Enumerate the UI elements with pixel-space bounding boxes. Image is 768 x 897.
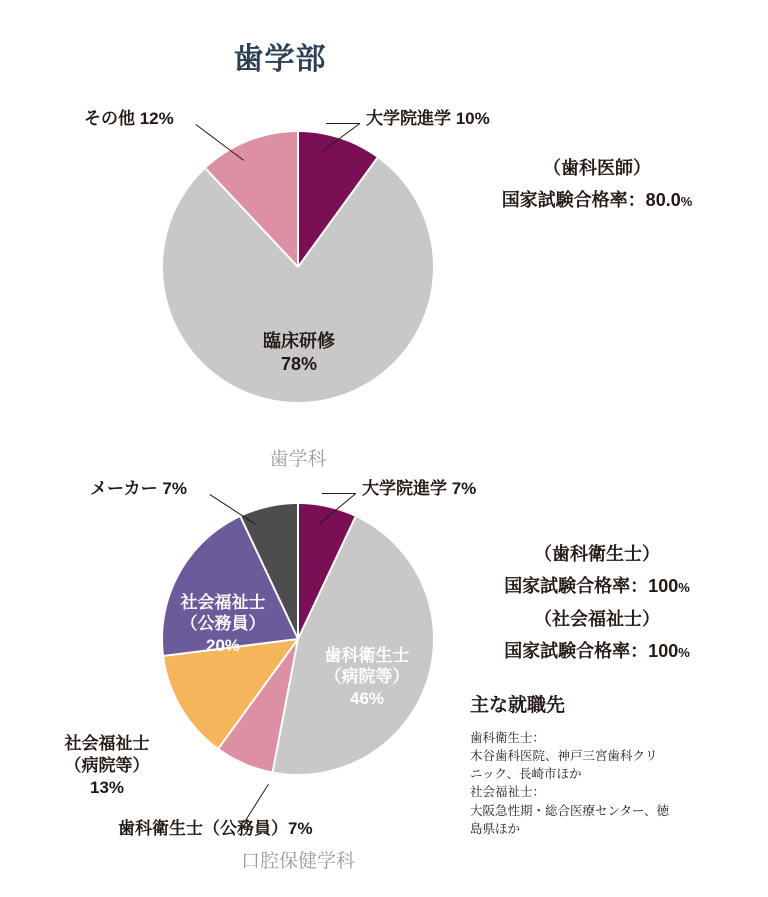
slice-label-other: その他 12% xyxy=(84,109,174,128)
pie-slice-divider xyxy=(297,132,299,267)
slice-label-maker: メーカー 7% xyxy=(90,479,187,498)
exam-dh-rate-text: 国家試験合格率：100 xyxy=(504,576,679,596)
exam-dentist-title: （歯科医師） xyxy=(543,158,651,178)
employers-line-1: 歯科衛生士： xyxy=(470,731,546,745)
exam-pass-rate-social-worker xyxy=(447,605,747,663)
slice-label-dental-hygienist-hospital xyxy=(302,645,432,709)
employers-line-2: 木谷歯科医院、神戸三宮歯科クリ xyxy=(470,749,658,764)
main-employers-title: 主な就職先 xyxy=(470,695,566,716)
pie-slice-divider xyxy=(297,157,378,267)
slice-label-dh-hospital-l1: 歯科衛生士 xyxy=(324,646,410,665)
employers-line-3: ニック、長崎市ほか xyxy=(470,767,582,782)
slice-label-grad-school-oral: 大学院進学 7% xyxy=(362,479,477,498)
exam-dentist-rate xyxy=(447,186,747,212)
exam-dh-rate-unit: % xyxy=(678,580,690,595)
slice-label-sw-hospital-l1: 社会福祉士 xyxy=(64,734,150,753)
exam-sw-rate-unit: % xyxy=(678,645,690,660)
slice-label-sw-public-value: 20% xyxy=(205,635,241,655)
main-employers-block xyxy=(470,690,730,838)
slice-label-dh-hospital-value: 46% xyxy=(349,688,385,708)
exam-pass-rate-dental-hygienist xyxy=(447,540,747,598)
exam-pass-rate-dentist xyxy=(447,154,747,212)
chart-caption-dentistry: 歯学科 xyxy=(269,449,327,470)
slice-label-dental-hygienist-public: 歯科衛生士（公務員）7% xyxy=(118,819,313,838)
employers-line-4: 社会福祉士： xyxy=(470,785,546,800)
slice-label-social-worker-public xyxy=(148,592,298,656)
slice-label-social-worker-hospital xyxy=(42,733,172,799)
slice-label-sw-public-l2: （公務員） xyxy=(180,614,266,634)
slice-label-sw-hospital-value: 13% xyxy=(89,778,125,798)
employers-line-6: 島県ほか xyxy=(470,821,521,836)
pie-slice-divider xyxy=(297,516,356,639)
exam-sw-rate xyxy=(447,637,747,663)
leader-line-other xyxy=(195,124,244,161)
main-employers-body xyxy=(470,729,730,838)
exam-sw-rate-text: 国家試験合格率：100 xyxy=(504,641,679,661)
exam-dh-title: （歯科衛生士） xyxy=(534,544,660,564)
pie-slice-divider xyxy=(272,639,299,772)
slice-label-clinical-training-value: 78% xyxy=(280,353,318,374)
chart-caption-oral-health: 口腔保健学科 xyxy=(240,851,355,872)
pie-slice-divider xyxy=(205,168,299,268)
exam-dh-rate xyxy=(447,572,747,598)
slice-label-sw-public-l1: 社会福祉士 xyxy=(180,593,266,612)
employers-line-5: 大阪急性期・総合医療センター、徳 xyxy=(470,803,670,818)
slice-label-clinical-training-text: 臨床研修 xyxy=(263,331,335,351)
exam-dentist-rate-unit: % xyxy=(680,194,693,209)
leader-line-dh-public xyxy=(244,784,269,823)
slice-label-grad-school: 大学院進学 10% xyxy=(366,109,490,128)
leader-line-grad-top-h xyxy=(326,123,360,124)
slice-label-clinical-training xyxy=(214,330,384,375)
exam-sw-title: （社会福祉士） xyxy=(534,609,660,629)
exam-dentist-rate-text: 国家試験合格率：80.0 xyxy=(501,190,681,210)
slice-label-sw-hospital-l2: （病院等） xyxy=(64,756,150,776)
slice-label-dh-hospital-l2: （病院等） xyxy=(324,667,410,687)
leader-line-grad-bottom-h xyxy=(322,493,356,494)
page-title: 歯学部 xyxy=(233,43,327,76)
